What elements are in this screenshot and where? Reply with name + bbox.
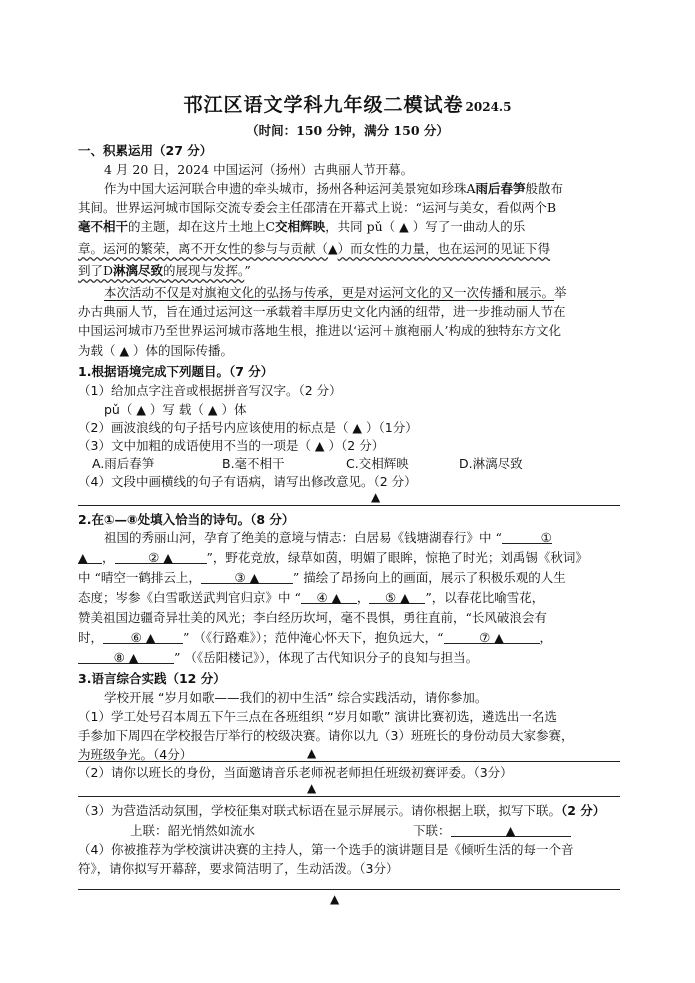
passage-line: 4 月 20 日，2024 中国运河（扬州）古典丽人节开幕。 [104,162,414,177]
question-2-line: 赞美祖国边疆奇异壮美的风光；李白经历坎坷，毫不畏惧，勇往直前，“长风破浪会有 [78,610,547,625]
answer-marker: ▲ [371,490,381,504]
question-3-heading: 3.语言综合实践（12 分） [78,671,226,686]
answer-marker: ▲ [330,892,340,906]
passage-line: 其间。世界运河城市国际交流专委会主任邵清在开幕式上说：“运河与美女，看似两个B [78,200,557,215]
question-3-1: 手参加下周四在学校报告厅举行的校级决赛。请你以九（3）班班长的身份动员大家参赛， [78,728,574,743]
title-text: 邗江区语文学科九年级二模试卷 [183,94,464,116]
passage-line: 中国运河城市乃至世界运河城市落地生根，推进以‘运河＋旗袍丽人’构成的独特东方文化 [78,323,561,338]
passage-line: 办古典丽人节，旨在通过运河这一承载着丰厚历史文化内涵的纽带，进一步推动丽人节在 [78,304,566,319]
exam-date: 2024.5 [465,100,512,114]
blank-5[interactable]: ⑤ ▲ [369,589,425,604]
question-2-line: 中 “晴空一鹤排云上， ③ ▲ ” 描绘了昂扬向上的画面，展示了积极乐观的人生 [78,570,566,585]
passage-wavy-line: 到了D淋漓尽致的展现与发挥。” [78,263,251,278]
exam-title [0,90,695,117]
blank-7[interactable]: ⑦ ▲ [444,629,540,644]
answer-line[interactable] [78,889,620,890]
option-d: D.淋漓尽致 [459,456,523,471]
question-3-3: （3）为营造活动氛围，学校征集对联式标语在显示屏展示。请你根据上联，拟写下联。（2 分） [78,803,606,818]
couplet-lower-blank[interactable]: ▲ [451,822,571,837]
option-a: A.雨后春笋 [92,456,155,471]
question-2-line: ⑧ ▲ ” （《岳阳楼记》），体现了古代知识分子的良知与担当。 [78,649,478,667]
question-3-intro: 学校开展 “岁月如歌——我们的初中生活” 综合实践活动，请你参加。 [104,690,488,705]
question-3-4: 符》，请你拟写开幕辞，要求简洁明了，生动活泼。（3分） [78,861,399,876]
question-3-2: （2）请你以班长的身份，当面邀请音乐老师祝老师担任班级初赛评委。（3分） [78,765,513,780]
blank-3[interactable]: ③ ▲ [201,569,293,584]
passage-line: 作为中国大运河联合申遗的牵头城市，扬州各种运河美景宛如珍珠A雨后春笋般散布 [104,181,564,196]
question-3-4: （4）你被推荐为学校演讲决赛的主持人，第一个选手的演讲题目是《倾听生活的每一个音 [78,842,574,857]
option-c: C.交相辉映 [346,456,409,471]
section-heading: 一、积累运用（27 分） [78,143,213,158]
passage-wavy-line: 章。运河的繁荣，离不开女性的参与与贡献（▲）而女性的力量，也在运河的见证下得 [78,241,551,256]
couplet-lower: 下联： ▲ [413,822,571,840]
question-3-1: 为班级争光。（4分） [78,747,193,762]
answer-marker: ▲ [307,746,317,760]
question-2-line: ▲ ， ② ▲ ”，野花竞放，绿草如茵，明媚了眼眸，惊艳了时光；刘禹锡《秋词》 [78,550,588,565]
passage-underlined-line: 本次活动不仅是对旗袍文化的弘扬与传承，更是对运河文化的又一次传播和展示。举 [104,285,567,300]
question-2-line: 时， ⑥ ▲ ” （《行路难》）；范仲淹心怀天下，抱负远大，“ ⑦ ▲ ， [78,630,553,645]
question-1-3: （3）文中加粗的成语使用不当的一项是（ ▲ ）（2 分） [78,438,385,453]
answer-line[interactable] [78,505,620,506]
option-b: B.毫不相干 [222,456,285,471]
answer-marker: ▲ [307,781,317,795]
passage-line: 毫不相干的主题，却在这片土地上C交相辉映，共同 pǔ（ ▲ ）写了一曲动人的乐 [78,219,526,234]
blank-8[interactable]: ⑧ ▲ [78,649,174,664]
question-2-line: 态度；岑参《白雪歌送武判官归京》中 “ ④ ▲ ， ⑤ ▲ ”，以春花比喻雪花， [78,590,545,605]
blank-2[interactable]: ② ▲ [115,549,207,564]
blank-6[interactable]: ⑥ ▲ [103,629,183,644]
question-3-1: （1）学工处号召本周五下午三点在各班组织 “岁月如歌” 演讲比赛初选，遴选出一名选 [78,709,557,724]
answer-line[interactable] [78,761,620,762]
question-2-line: 祖国的秀丽山河，孕育了绝美的意境与情志：白居易《钱塘湖春行》中 “ ① [104,530,552,545]
question-1-1-answer-line: pǔ（ ▲ ）写 载（ ▲ ）体 [104,402,247,417]
question-1-heading: 1.根据语境完成下列题目。（7 分） [78,364,274,379]
answer-line[interactable] [78,796,620,797]
passage-line: 为载（ ▲ ）体的国际传播。 [78,343,234,358]
question-2-heading: 2.在①—⑧处填入恰当的诗句。（8 分） [78,512,295,527]
question-1-4: （4）文段中画横线的句子有语病，请写出修改意见。（2 分） [78,474,417,489]
blank-1-end[interactable]: ▲ [78,549,102,564]
blank-4[interactable]: ④ ▲ [301,589,357,604]
question-1-1: （1）给加点字注音或根据拼音写汉字。（2 分） [78,383,342,398]
question-1-2: （2）画波浪线的句子括号内应该使用的标点是（ ▲ ）（1分） [78,420,418,435]
exam-subtitle: （时间：150 分钟，满分 150 分） [246,123,449,138]
couplet-upper: 上联：韶光悄然如流水 [130,823,256,838]
blank-1[interactable]: ① [502,529,552,544]
